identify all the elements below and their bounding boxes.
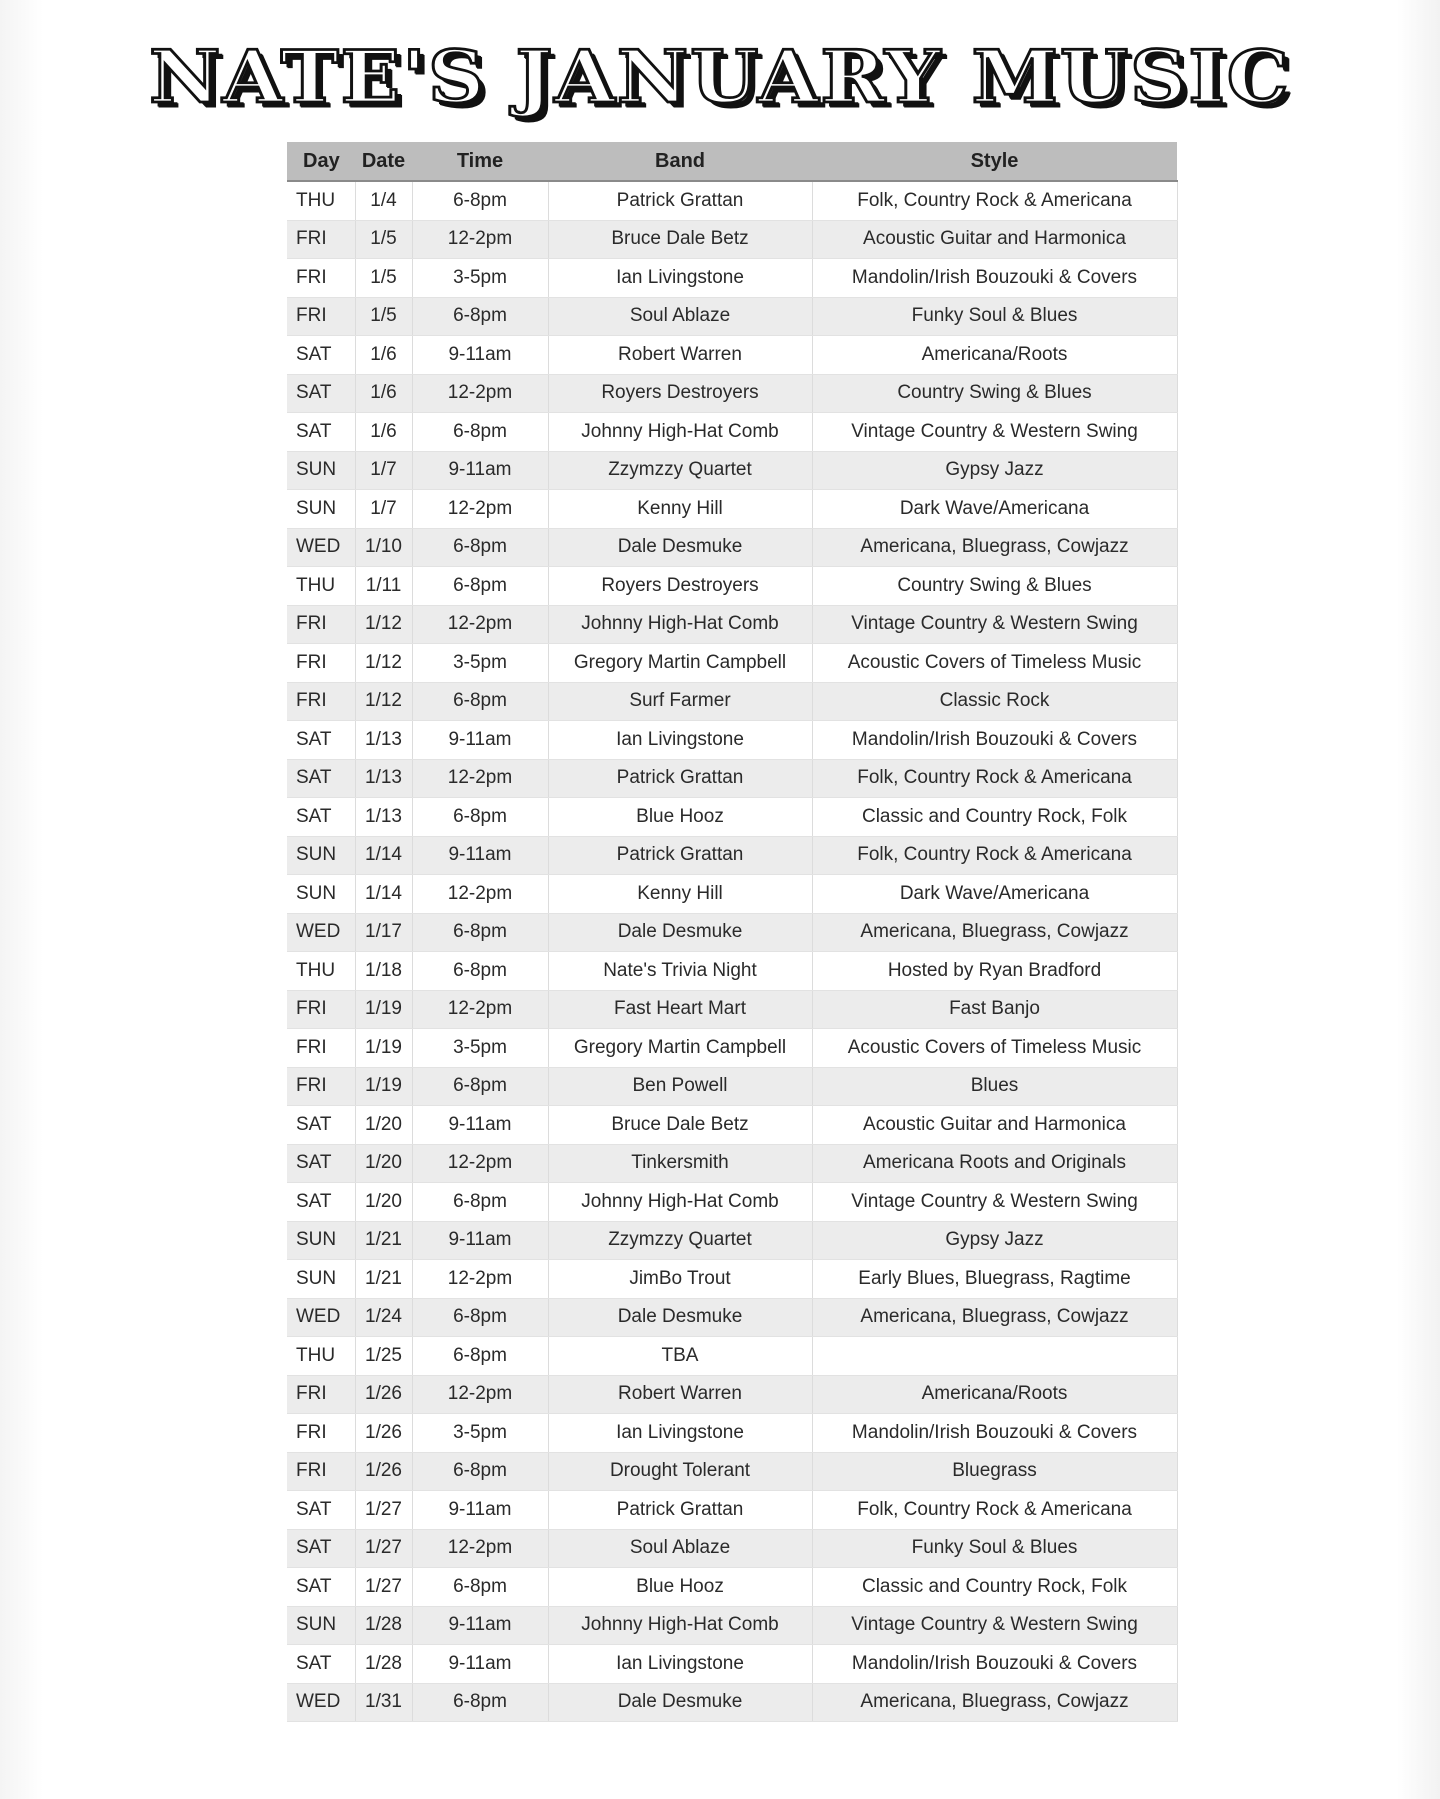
table-row [287, 1337, 1177, 1376]
cell-band: Bruce Dale Betz [548, 220, 812, 259]
cell-band: Kenny Hill [548, 490, 812, 529]
cell-date: 1/26 [355, 1375, 412, 1414]
cell-day: FRI [287, 1067, 355, 1106]
cell-time: 12-2pm [412, 1375, 548, 1414]
cell-band: Dale Desmuke [548, 1298, 812, 1337]
cell-date: 1/19 [355, 1029, 412, 1068]
cell-style: Vintage Country & Western Swing [812, 413, 1177, 452]
page-title: NATE'S JANUARY MUSIC [149, 35, 1291, 120]
cell-day: SAT [287, 1491, 355, 1530]
cell-time: 6-8pm [412, 1298, 548, 1337]
cell-style: Bluegrass [812, 1452, 1177, 1491]
cell-style: Classic Rock [812, 682, 1177, 721]
cell-style: Americana Roots and Originals [812, 1144, 1177, 1183]
cell-day: FRI [287, 990, 355, 1029]
table-row [287, 721, 1177, 760]
cell-time: 6-8pm [412, 528, 548, 567]
cell-band: Patrick Grattan [548, 1491, 812, 1530]
table-row [287, 1414, 1177, 1453]
cell-day: THU [287, 952, 355, 991]
table-row [287, 490, 1177, 529]
cell-date: 1/14 [355, 875, 412, 914]
cell-day: SAT [287, 1106, 355, 1145]
cell-time: 9-11am [412, 836, 548, 875]
cell-time: 3-5pm [412, 259, 548, 298]
cell-band: Johnny High-Hat Comb [548, 1606, 812, 1645]
cell-band: Royers Destroyers [548, 567, 812, 606]
cell-time: 12-2pm [412, 220, 548, 259]
cell-day: WED [287, 1683, 355, 1722]
cell-style: Classic and Country Rock, Folk [812, 798, 1177, 837]
cell-style: Americana, Bluegrass, Cowjazz [812, 528, 1177, 567]
cell-style: Acoustic Guitar and Harmonica [812, 220, 1177, 259]
cell-day: SAT [287, 721, 355, 760]
cell-day: SAT [287, 1645, 355, 1684]
table-row [287, 336, 1177, 375]
cell-time: 9-11am [412, 1606, 548, 1645]
table-row [287, 952, 1177, 991]
cell-band: Dale Desmuke [548, 913, 812, 952]
cell-band: Gregory Martin Campbell [548, 1029, 812, 1068]
table-row [287, 1683, 1177, 1722]
cell-style: Country Swing & Blues [812, 567, 1177, 606]
cell-date: 1/12 [355, 644, 412, 683]
cell-day: SAT [287, 374, 355, 413]
cell-day: FRI [287, 1375, 355, 1414]
cell-style: Folk, Country Rock & Americana [812, 759, 1177, 798]
column-header-date: Date [355, 142, 412, 181]
table-row [287, 798, 1177, 837]
cell-style: Country Swing & Blues [812, 374, 1177, 413]
cell-time: 9-11am [412, 1221, 548, 1260]
cell-time: 12-2pm [412, 605, 548, 644]
cell-style: Gypsy Jazz [812, 1221, 1177, 1260]
cell-band: Ian Livingstone [548, 1645, 812, 1684]
cell-date: 1/27 [355, 1529, 412, 1568]
table-row [287, 220, 1177, 259]
cell-band: Soul Ablaze [548, 1529, 812, 1568]
table-row [287, 644, 1177, 683]
cell-date: 1/17 [355, 913, 412, 952]
table-row [287, 913, 1177, 952]
cell-day: FRI [287, 1452, 355, 1491]
cell-style: Acoustic Covers of Timeless Music [812, 1029, 1177, 1068]
table-row [287, 1029, 1177, 1068]
cell-date: 1/21 [355, 1260, 412, 1299]
cell-band: Johnny High-Hat Comb [548, 413, 812, 452]
cell-date: 1/7 [355, 451, 412, 490]
table-row [287, 875, 1177, 914]
cell-band: Ian Livingstone [548, 721, 812, 760]
cell-style: Early Blues, Bluegrass, Ragtime [812, 1260, 1177, 1299]
cell-band: Robert Warren [548, 336, 812, 375]
cell-day: WED [287, 1298, 355, 1337]
cell-style: Hosted by Ryan Bradford [812, 952, 1177, 991]
table-row [287, 567, 1177, 606]
cell-band: Tinkersmith [548, 1144, 812, 1183]
cell-style: Folk, Country Rock & Americana [812, 836, 1177, 875]
cell-time: 12-2pm [412, 1260, 548, 1299]
cell-day: SAT [287, 1529, 355, 1568]
cell-band: Ben Powell [548, 1067, 812, 1106]
cell-time: 6-8pm [412, 913, 548, 952]
schedule-body [287, 181, 1177, 1722]
cell-time: 3-5pm [412, 1414, 548, 1453]
cell-style: Folk, Country Rock & Americana [812, 181, 1177, 220]
cell-style: Mandolin/Irish Bouzouki & Covers [812, 1645, 1177, 1684]
cell-style: Funky Soul & Blues [812, 297, 1177, 336]
table-row [287, 1452, 1177, 1491]
cell-date: 1/5 [355, 259, 412, 298]
cell-band: Soul Ablaze [548, 297, 812, 336]
cell-band: Zzymzzy Quartet [548, 1221, 812, 1260]
cell-style: Folk, Country Rock & Americana [812, 1491, 1177, 1530]
table-row [287, 1260, 1177, 1299]
table-row [287, 1221, 1177, 1260]
cell-band: Kenny Hill [548, 875, 812, 914]
table-row [287, 528, 1177, 567]
cell-time: 6-8pm [412, 1067, 548, 1106]
cell-day: SAT [287, 413, 355, 452]
cell-time: 12-2pm [412, 374, 548, 413]
cell-band: Patrick Grattan [548, 759, 812, 798]
cell-date: 1/6 [355, 413, 412, 452]
cell-time: 6-8pm [412, 413, 548, 452]
cell-style: Vintage Country & Western Swing [812, 605, 1177, 644]
table-row [287, 1067, 1177, 1106]
music-schedule-table [287, 142, 1178, 1722]
cell-day: SAT [287, 336, 355, 375]
cell-band: Ian Livingstone [548, 259, 812, 298]
cell-time: 6-8pm [412, 1683, 548, 1722]
column-header-band: Band [548, 142, 812, 181]
cell-time: 12-2pm [412, 759, 548, 798]
table-row [287, 374, 1177, 413]
cell-style: Dark Wave/Americana [812, 490, 1177, 529]
cell-time: 6-8pm [412, 1568, 548, 1607]
cell-day: FRI [287, 259, 355, 298]
table-row [287, 605, 1177, 644]
cell-time: 6-8pm [412, 682, 548, 721]
table-row [287, 759, 1177, 798]
cell-time: 9-11am [412, 1645, 548, 1684]
cell-day: SAT [287, 1183, 355, 1222]
cell-style: Dark Wave/Americana [812, 875, 1177, 914]
cell-style: Americana/Roots [812, 1375, 1177, 1414]
cell-band: Ian Livingstone [548, 1414, 812, 1453]
cell-date: 1/13 [355, 759, 412, 798]
cell-time: 6-8pm [412, 181, 548, 220]
cell-date: 1/14 [355, 836, 412, 875]
cell-time: 9-11am [412, 451, 548, 490]
table-row [287, 1645, 1177, 1684]
cell-style: Americana, Bluegrass, Cowjazz [812, 1683, 1177, 1722]
table-row [287, 413, 1177, 452]
cell-band: Johnny High-Hat Comb [548, 605, 812, 644]
cell-day: SUN [287, 1221, 355, 1260]
cell-date: 1/18 [355, 952, 412, 991]
cell-day: FRI [287, 1029, 355, 1068]
cell-date: 1/19 [355, 990, 412, 1029]
cell-style: Mandolin/Irish Bouzouki & Covers [812, 721, 1177, 760]
cell-date: 1/13 [355, 721, 412, 760]
cell-date: 1/28 [355, 1606, 412, 1645]
cell-date: 1/10 [355, 528, 412, 567]
cell-time: 9-11am [412, 721, 548, 760]
cell-day: SUN [287, 1606, 355, 1645]
cell-day: SUN [287, 451, 355, 490]
table-row [287, 1491, 1177, 1530]
table-row [287, 259, 1177, 298]
cell-day: WED [287, 913, 355, 952]
cell-day: SAT [287, 1568, 355, 1607]
table-row [287, 836, 1177, 875]
cell-date: 1/5 [355, 297, 412, 336]
cell-band: Patrick Grattan [548, 181, 812, 220]
cell-day: SAT [287, 1144, 355, 1183]
cell-date: 1/24 [355, 1298, 412, 1337]
cell-style: Acoustic Covers of Timeless Music [812, 644, 1177, 683]
table-row [287, 682, 1177, 721]
cell-band: Drought Tolerant [548, 1452, 812, 1491]
cell-date: 1/19 [355, 1067, 412, 1106]
cell-date: 1/20 [355, 1106, 412, 1145]
cell-day: THU [287, 181, 355, 220]
cell-day: FRI [287, 605, 355, 644]
cell-time: 6-8pm [412, 952, 548, 991]
cell-band: Royers Destroyers [548, 374, 812, 413]
table-row [287, 1568, 1177, 1607]
table-row [287, 1106, 1177, 1145]
cell-time: 6-8pm [412, 567, 548, 606]
cell-band: Bruce Dale Betz [548, 1106, 812, 1145]
cell-time: 12-2pm [412, 1144, 548, 1183]
cell-day: FRI [287, 297, 355, 336]
cell-band: Dale Desmuke [548, 528, 812, 567]
cell-day: THU [287, 567, 355, 606]
cell-band: Gregory Martin Campbell [548, 644, 812, 683]
cell-date: 1/28 [355, 1645, 412, 1684]
cell-band: Robert Warren [548, 1375, 812, 1414]
cell-style: Blues [812, 1067, 1177, 1106]
cell-time: 3-5pm [412, 644, 548, 683]
cell-time: 9-11am [412, 1106, 548, 1145]
table-row [287, 451, 1177, 490]
cell-date: 1/27 [355, 1568, 412, 1607]
cell-date: 1/6 [355, 374, 412, 413]
cell-day: SAT [287, 759, 355, 798]
cell-time: 3-5pm [412, 1029, 548, 1068]
cell-band: Blue Hooz [548, 798, 812, 837]
cell-style: Mandolin/Irish Bouzouki & Covers [812, 259, 1177, 298]
cell-style: Vintage Country & Western Swing [812, 1183, 1177, 1222]
cell-date: 1/7 [355, 490, 412, 529]
cell-style: Classic and Country Rock, Folk [812, 1568, 1177, 1607]
cell-style [812, 1337, 1177, 1376]
column-header-time: Time [412, 142, 548, 181]
table-header-row [287, 142, 1177, 181]
cell-day: FRI [287, 1414, 355, 1453]
cell-day: FRI [287, 682, 355, 721]
cell-day: THU [287, 1337, 355, 1376]
cell-band: Fast Heart Mart [548, 990, 812, 1029]
cell-band: Nate's Trivia Night [548, 952, 812, 991]
cell-day: FRI [287, 220, 355, 259]
cell-day: SUN [287, 1260, 355, 1299]
cell-day: SUN [287, 836, 355, 875]
cell-band: Zzymzzy Quartet [548, 451, 812, 490]
cell-style: Mandolin/Irish Bouzouki & Covers [812, 1414, 1177, 1453]
cell-style: Vintage Country & Western Swing [812, 1606, 1177, 1645]
table-row [287, 1144, 1177, 1183]
table-row [287, 297, 1177, 336]
cell-time: 6-8pm [412, 297, 548, 336]
cell-date: 1/20 [355, 1183, 412, 1222]
table-row [287, 1183, 1177, 1222]
cell-day: SUN [287, 490, 355, 529]
cell-time: 6-8pm [412, 1183, 548, 1222]
cell-style: Americana, Bluegrass, Cowjazz [812, 913, 1177, 952]
cell-style: Funky Soul & Blues [812, 1529, 1177, 1568]
cell-date: 1/6 [355, 336, 412, 375]
cell-time: 12-2pm [412, 990, 548, 1029]
cell-band: Johnny High-Hat Comb [548, 1183, 812, 1222]
cell-date: 1/21 [355, 1221, 412, 1260]
cell-date: 1/27 [355, 1491, 412, 1530]
cell-band: Surf Farmer [548, 682, 812, 721]
table-row [287, 1375, 1177, 1414]
cell-date: 1/20 [355, 1144, 412, 1183]
table-row [287, 181, 1177, 220]
cell-date: 1/25 [355, 1337, 412, 1376]
cell-time: 12-2pm [412, 1529, 548, 1568]
cell-date: 1/12 [355, 682, 412, 721]
cell-date: 1/26 [355, 1452, 412, 1491]
cell-band: TBA [548, 1337, 812, 1376]
cell-style: Gypsy Jazz [812, 451, 1177, 490]
cell-date: 1/12 [355, 605, 412, 644]
cell-day: SUN [287, 875, 355, 914]
table-row [287, 1606, 1177, 1645]
cell-time: 6-8pm [412, 1452, 548, 1491]
cell-day: SAT [287, 798, 355, 837]
cell-style: Americana, Bluegrass, Cowjazz [812, 1298, 1177, 1337]
table-row [287, 1529, 1177, 1568]
cell-style: Acoustic Guitar and Harmonica [812, 1106, 1177, 1145]
table-row [287, 990, 1177, 1029]
cell-day: FRI [287, 644, 355, 683]
cell-time: 6-8pm [412, 798, 548, 837]
cell-date: 1/31 [355, 1683, 412, 1722]
table-row [287, 1298, 1177, 1337]
cell-date: 1/26 [355, 1414, 412, 1453]
cell-date: 1/13 [355, 798, 412, 837]
cell-time: 12-2pm [412, 490, 548, 529]
cell-time: 6-8pm [412, 1337, 548, 1376]
column-header-day: Day [287, 142, 355, 181]
cell-style: Fast Banjo [812, 990, 1177, 1029]
cell-date: 1/5 [355, 220, 412, 259]
column-header-style: Style [812, 142, 1177, 181]
cell-band: Blue Hooz [548, 1568, 812, 1607]
cell-style: Americana/Roots [812, 336, 1177, 375]
cell-band: Patrick Grattan [548, 836, 812, 875]
cell-time: 12-2pm [412, 875, 548, 914]
cell-time: 9-11am [412, 1491, 548, 1530]
cell-day: WED [287, 528, 355, 567]
cell-band: Dale Desmuke [548, 1683, 812, 1722]
cell-date: 1/11 [355, 567, 412, 606]
cell-date: 1/4 [355, 181, 412, 220]
cell-band: JimBo Trout [548, 1260, 812, 1299]
cell-time: 9-11am [412, 336, 548, 375]
